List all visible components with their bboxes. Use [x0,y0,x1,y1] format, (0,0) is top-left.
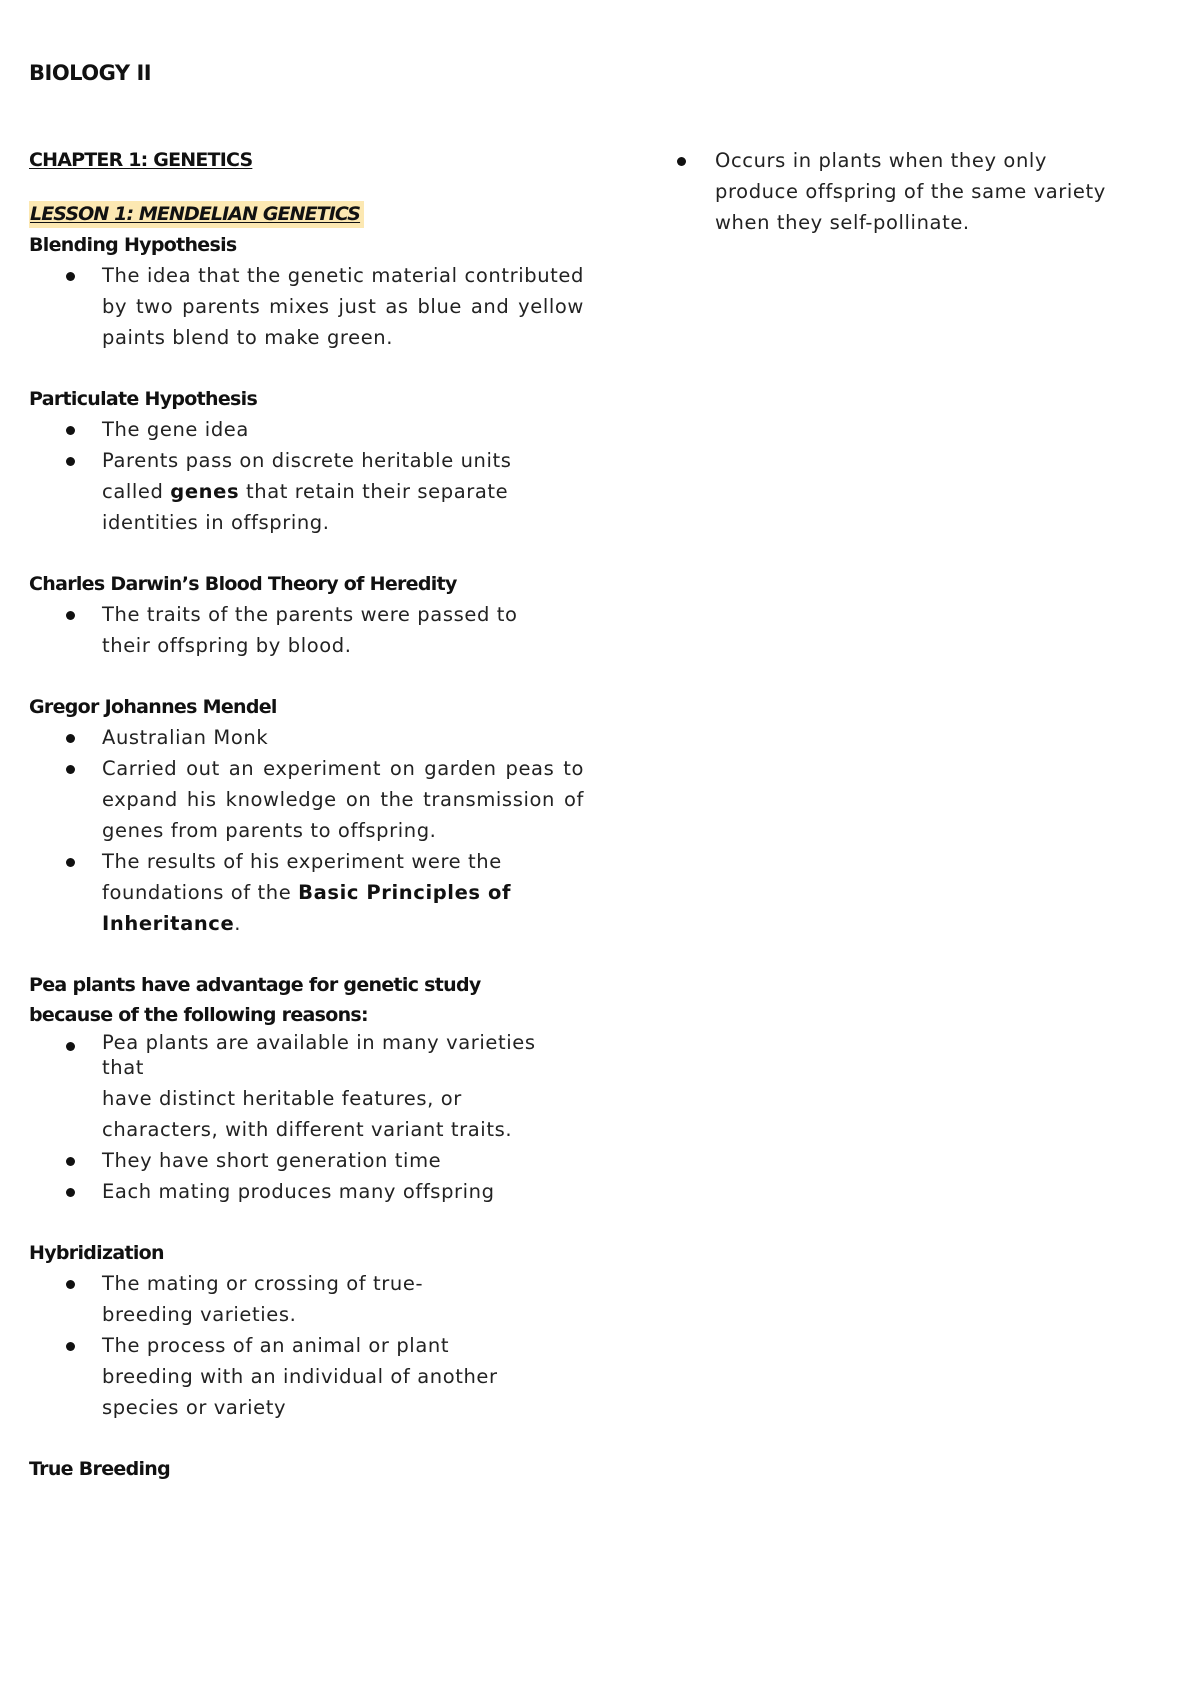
list-item: Parents pass on discrete heritable units called genes that retain their separate identities in offspring. [29,445,542,538]
darwin-theory-heading: Charles Darwin’s Blood Theory of Heredity [29,573,457,595]
section-gregor-mendel [29,692,584,939]
lesson-heading: LESSON 1: MENDELIAN GENETICS [29,201,364,228]
bullet-icon [66,858,75,867]
list-item: Pea plants are available in many varieties that have distinct heritable features, or characters, with different variant traits. [29,1030,572,1145]
true-breeding-list [670,145,1150,238]
hybridization-heading: Hybridization [29,1242,164,1264]
list-item: They have short generation time [29,1145,574,1176]
bullet-icon [66,611,75,620]
bullet-icon [66,1342,75,1351]
list-item: Carried out an experiment on garden peas to expand his knowledge on the transmission of genes from parents to offspring. [29,753,584,846]
list-item: The process of an animal or plant breeding with an individual of another species or variety [29,1330,542,1423]
document-title: BIOLOGY II [29,61,152,85]
bullet-icon [66,457,75,466]
bullet-icon [66,426,75,435]
section-pea-plants-advantage [29,970,574,1207]
blending-hypothesis-list [29,260,584,353]
bullet-icon [66,272,75,281]
gregor-mendel-heading: Gregor Johannes Mendel [29,696,277,718]
section-particulate-hypothesis [29,384,574,538]
hybridization-list [29,1268,574,1423]
bullet-icon [66,1280,75,1289]
list-item: The gene idea [29,414,574,445]
chapter-heading: CHAPTER 1: GENETICS [29,149,253,171]
section-hybridization [29,1238,574,1423]
basic-principles-term: Basic Principles of Inheritance [102,881,512,935]
true-breeding-heading: True Breeding [29,1458,171,1480]
genes-term: genes [170,480,240,503]
section-darwin-blood-theory [29,569,574,661]
list-item: Occurs in plants when they only produce offspring of the same variety when they self-pollinate. [670,145,1115,238]
section-true-breeding [29,1454,574,1484]
bullet-icon [677,157,686,166]
right-column [670,145,1150,238]
list-item: Australian Monk [29,722,574,753]
pea-plants-heading: Pea plants have advantage for genetic study because of the following reasons: [29,974,481,1026]
bullet-icon [66,765,75,774]
left-column [29,58,584,1484]
section-blending-hypothesis [29,230,584,353]
pea-plants-list [29,1030,574,1207]
blending-hypothesis-heading: Blending Hypothesis [29,234,237,256]
list-item: Each mating produces many offspring [29,1176,574,1207]
darwin-theory-list [29,599,574,661]
list-item: The results of his experiment were the foundations of the Basic Principles of Inheritance. [29,846,542,939]
list-item: The mating or crossing of true-breeding varieties. [29,1268,512,1330]
bullet-icon [66,1188,75,1197]
gregor-mendel-list [29,722,584,939]
particulate-hypothesis-list [29,414,574,538]
bullet-icon [66,1042,75,1051]
particulate-hypothesis-heading: Particulate Hypothesis [29,388,258,410]
list-item: The traits of the parents were passed to their offspring by blood. [29,599,542,661]
list-item: The idea that the genetic material contributed by two parents mixes just as blue and yellow paints blend to make green. [29,260,584,353]
bullet-icon [66,734,75,743]
bullet-icon [66,1157,75,1166]
